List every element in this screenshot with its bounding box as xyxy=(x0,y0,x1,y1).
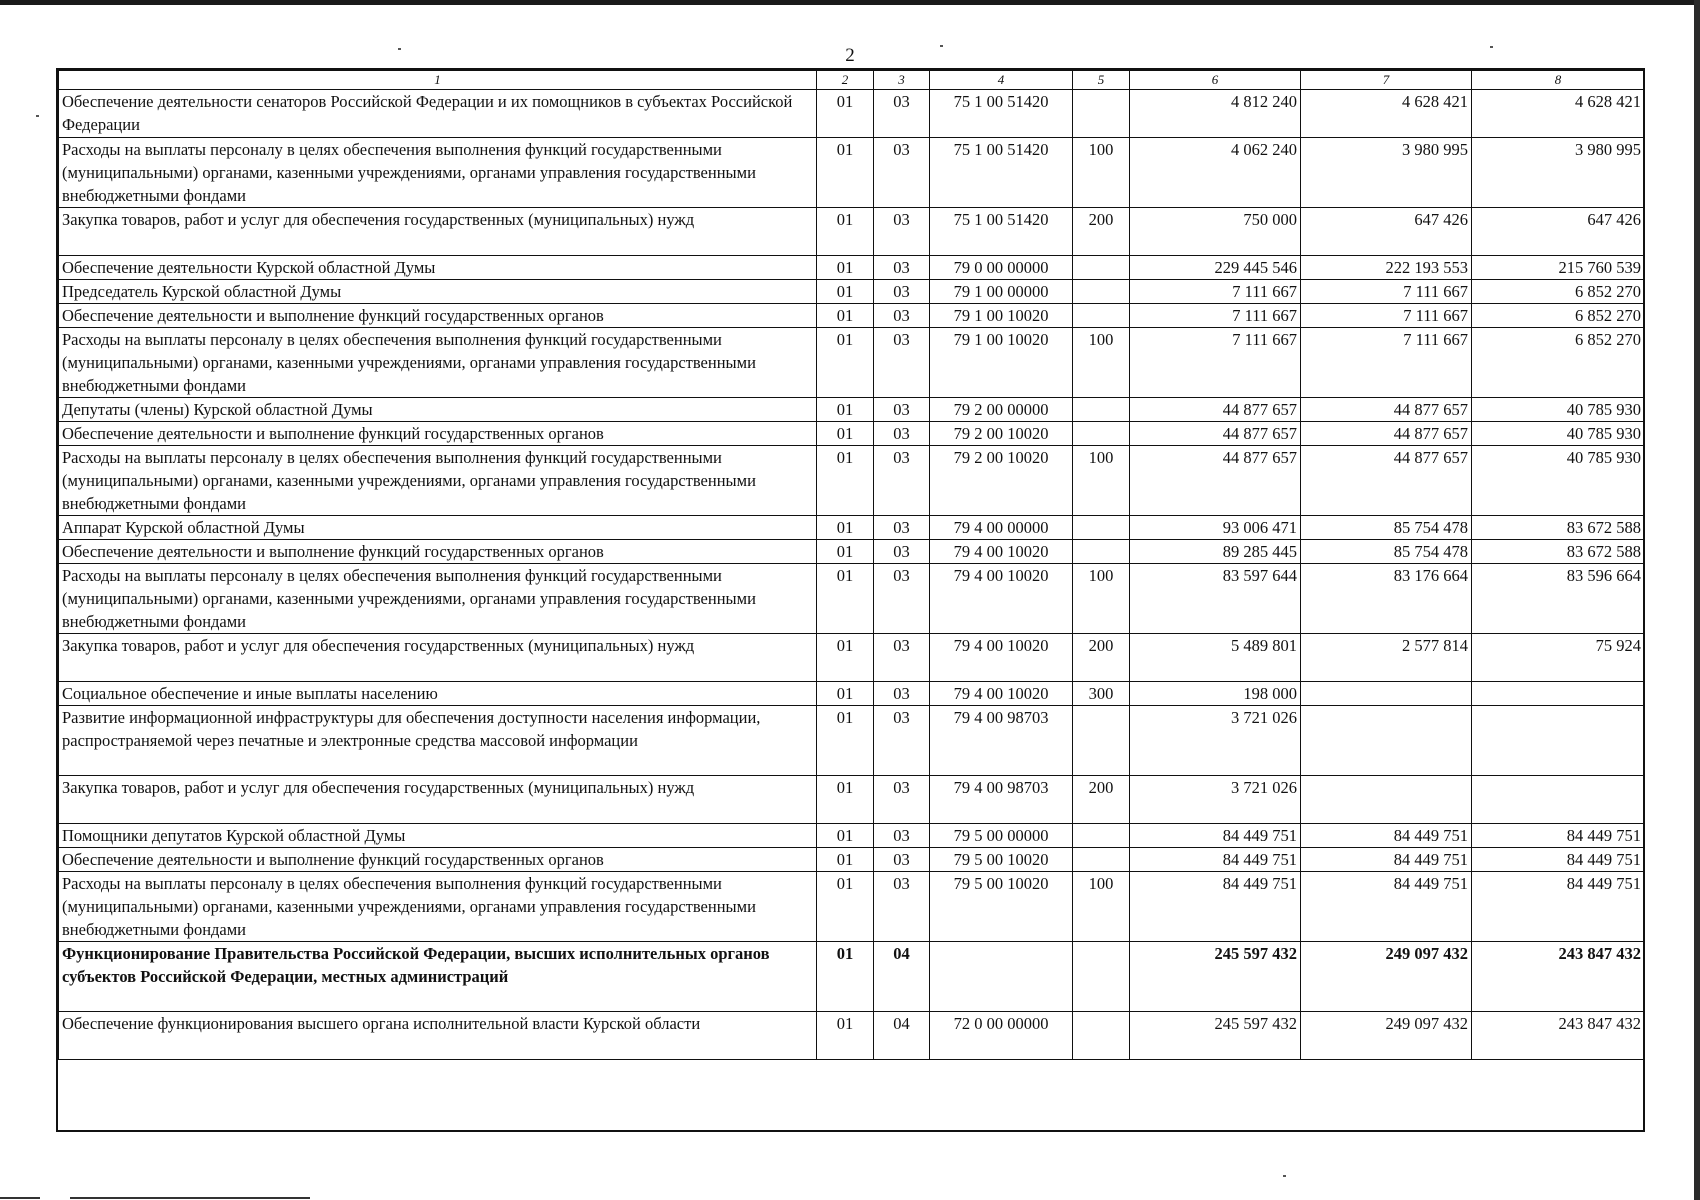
cell-target-article: 75 1 00 51420 xyxy=(930,90,1073,138)
cell-amount-year-3: 83 672 588 xyxy=(1472,516,1645,540)
cell-subsection: 03 xyxy=(874,280,930,304)
cell-name: Закупка товаров, работ и услуг для обеспечения государственных (муниципальных) нужд xyxy=(59,634,817,682)
cell-subsection: 03 xyxy=(874,824,930,848)
cell-amount-year-1: 3 721 026 xyxy=(1130,706,1301,776)
cell-section: 01 xyxy=(817,256,874,280)
table-row xyxy=(59,516,1645,540)
cell-name: Обеспечение деятельности и выполнение функций государственных органов xyxy=(59,422,817,446)
cell-amount-year-3 xyxy=(1472,706,1645,776)
table-row xyxy=(59,942,1645,1012)
cell-subsection: 04 xyxy=(874,942,930,1012)
cell-subsection: 03 xyxy=(874,706,930,776)
table-row xyxy=(59,540,1645,564)
cell-subsection: 03 xyxy=(874,516,930,540)
cell-amount-year-1: 4 812 240 xyxy=(1130,90,1301,138)
cell-target-article: 79 1 00 10020 xyxy=(930,328,1073,398)
cell-amount-year-1: 44 877 657 xyxy=(1130,422,1301,446)
cell-subsection: 03 xyxy=(874,848,930,872)
cell-section: 01 xyxy=(817,848,874,872)
cell-amount-year-1: 84 449 751 xyxy=(1130,872,1301,942)
table-row xyxy=(59,208,1645,256)
table-row xyxy=(59,90,1645,138)
cell-amount-year-3: 215 760 539 xyxy=(1472,256,1645,280)
cell-amount-year-3: 40 785 930 xyxy=(1472,446,1645,516)
cell-amount-year-1: 4 062 240 xyxy=(1130,138,1301,208)
table-row xyxy=(59,824,1645,848)
cell-amount-year-3 xyxy=(1472,682,1645,706)
scan-speck xyxy=(940,45,943,47)
cell-name: Обеспечение деятельности Курской областной Думы xyxy=(59,256,817,280)
cell-section: 01 xyxy=(817,208,874,256)
table-row xyxy=(59,776,1645,824)
cell-amount-year-2: 85 754 478 xyxy=(1301,516,1472,540)
cell-target-article: 72 0 00 00000 xyxy=(930,1012,1073,1060)
cell-subsection: 03 xyxy=(874,540,930,564)
cell-subsection: 03 xyxy=(874,138,930,208)
scan-top-edge xyxy=(0,0,1700,5)
cell-subsection: 03 xyxy=(874,634,930,682)
cell-amount-year-1: 84 449 751 xyxy=(1130,848,1301,872)
cell-expense-type xyxy=(1073,422,1130,446)
cell-section: 01 xyxy=(817,634,874,682)
cell-section: 01 xyxy=(817,138,874,208)
table-row xyxy=(59,564,1645,634)
cell-amount-year-2: 4 628 421 xyxy=(1301,90,1472,138)
cell-amount-year-1: 44 877 657 xyxy=(1130,398,1301,422)
cell-amount-year-3: 4 628 421 xyxy=(1472,90,1645,138)
cell-section: 01 xyxy=(817,90,874,138)
cell-expense-type: 100 xyxy=(1073,446,1130,516)
cell-expense-type: 300 xyxy=(1073,682,1130,706)
cell-expense-type: 100 xyxy=(1073,872,1130,942)
cell-subsection: 03 xyxy=(874,776,930,824)
cell-expense-type xyxy=(1073,280,1130,304)
cell-subsection: 03 xyxy=(874,398,930,422)
cell-amount-year-1: 93 006 471 xyxy=(1130,516,1301,540)
scan-right-edge xyxy=(1694,0,1700,1200)
cell-section: 01 xyxy=(817,422,874,446)
cell-amount-year-1: 7 111 667 xyxy=(1130,328,1301,398)
cell-amount-year-3: 75 924 xyxy=(1472,634,1645,682)
cell-amount-year-2 xyxy=(1301,682,1472,706)
cell-amount-year-2: 7 111 667 xyxy=(1301,328,1472,398)
table-body xyxy=(59,90,1645,1060)
cell-amount-year-3: 84 449 751 xyxy=(1472,872,1645,942)
cell-target-article: 79 1 00 10020 xyxy=(930,304,1073,328)
cell-amount-year-3: 243 847 432 xyxy=(1472,1012,1645,1060)
cell-subsection: 03 xyxy=(874,90,930,138)
cell-amount-year-3: 6 852 270 xyxy=(1472,280,1645,304)
cell-subsection: 03 xyxy=(874,208,930,256)
cell-section: 01 xyxy=(817,776,874,824)
cell-expense-type xyxy=(1073,304,1130,328)
table-row xyxy=(59,398,1645,422)
cell-target-article: 79 5 00 00000 xyxy=(930,824,1073,848)
cell-target-article: 79 2 00 10020 xyxy=(930,446,1073,516)
cell-amount-year-1: 229 445 546 xyxy=(1130,256,1301,280)
footer-rule xyxy=(70,1197,310,1199)
cell-name: Расходы на выплаты персоналу в целях обеспечения выполнения функций государственными (муниципальными) органами, казенными учреждениями, органами управления государственными внебюджетными фондами xyxy=(59,138,817,208)
cell-amount-year-1: 750 000 xyxy=(1130,208,1301,256)
cell-subsection: 03 xyxy=(874,682,930,706)
cell-target-article: 79 4 00 10020 xyxy=(930,540,1073,564)
cell-name: Развитие информационной инфраструктуры для обеспечения доступности населения информации, распространяемой через печатные и электронные средства массовой информации xyxy=(59,706,817,776)
cell-amount-year-3: 6 852 270 xyxy=(1472,328,1645,398)
column-header: 2 xyxy=(817,71,874,90)
cell-target-article: 79 2 00 00000 xyxy=(930,398,1073,422)
cell-target-article: 79 4 00 10020 xyxy=(930,634,1073,682)
cell-name: Расходы на выплаты персоналу в целях обеспечения выполнения функций государственными (муниципальными) органами, казенными учреждениями, органами управления государственными внебюджетными фондами xyxy=(59,564,817,634)
cell-expense-type xyxy=(1073,516,1130,540)
cell-amount-year-2: 3 980 995 xyxy=(1301,138,1472,208)
scan-speck xyxy=(36,115,39,117)
cell-amount-year-3: 40 785 930 xyxy=(1472,398,1645,422)
table-row xyxy=(59,1012,1645,1060)
column-header: 1 xyxy=(59,71,817,90)
cell-target-article: 79 0 00 00000 xyxy=(930,256,1073,280)
cell-amount-year-3: 647 426 xyxy=(1472,208,1645,256)
cell-subsection: 03 xyxy=(874,304,930,328)
column-header: 4 xyxy=(930,71,1073,90)
cell-expense-type xyxy=(1073,256,1130,280)
cell-amount-year-2: 2 577 814 xyxy=(1301,634,1472,682)
cell-name: Председатель Курской областной Думы xyxy=(59,280,817,304)
budget-table xyxy=(58,70,1645,1060)
scan-speck xyxy=(1490,46,1493,48)
cell-expense-type xyxy=(1073,1012,1130,1060)
cell-amount-year-1: 83 597 644 xyxy=(1130,564,1301,634)
cell-subsection: 03 xyxy=(874,564,930,634)
cell-name: Аппарат Курской областной Думы xyxy=(59,516,817,540)
cell-section: 01 xyxy=(817,540,874,564)
table-row xyxy=(59,304,1645,328)
table-row xyxy=(59,328,1645,398)
cell-amount-year-1: 5 489 801 xyxy=(1130,634,1301,682)
column-header: 3 xyxy=(874,71,930,90)
table-row xyxy=(59,446,1645,516)
cell-target-article: 79 5 00 10020 xyxy=(930,848,1073,872)
cell-section: 01 xyxy=(817,280,874,304)
cell-name: Обеспечение деятельности сенаторов Российской Федерации и их помощников в субъектах Российской Федерации xyxy=(59,90,817,138)
cell-expense-type: 100 xyxy=(1073,564,1130,634)
cell-expense-type xyxy=(1073,540,1130,564)
cell-amount-year-2: 249 097 432 xyxy=(1301,1012,1472,1060)
cell-section: 01 xyxy=(817,824,874,848)
cell-target-article xyxy=(930,942,1073,1012)
cell-name: Обеспечение функционирования высшего органа исполнительной власти Курской области xyxy=(59,1012,817,1060)
cell-amount-year-1: 198 000 xyxy=(1130,682,1301,706)
cell-name: Закупка товаров, работ и услуг для обеспечения государственных (муниципальных) нужд xyxy=(59,776,817,824)
cell-expense-type: 200 xyxy=(1073,776,1130,824)
cell-amount-year-2 xyxy=(1301,706,1472,776)
cell-target-article: 75 1 00 51420 xyxy=(930,208,1073,256)
cell-section: 01 xyxy=(817,304,874,328)
cell-section: 01 xyxy=(817,1012,874,1060)
cell-amount-year-2: 7 111 667 xyxy=(1301,304,1472,328)
cell-amount-year-2: 7 111 667 xyxy=(1301,280,1472,304)
scan-speck xyxy=(1283,1175,1286,1177)
cell-section: 01 xyxy=(817,942,874,1012)
table-row xyxy=(59,682,1645,706)
cell-expense-type xyxy=(1073,90,1130,138)
cell-section: 01 xyxy=(817,706,874,776)
cell-name: Помощники депутатов Курской областной Думы xyxy=(59,824,817,848)
cell-amount-year-1: 44 877 657 xyxy=(1130,446,1301,516)
cell-amount-year-2: 647 426 xyxy=(1301,208,1472,256)
cell-target-article: 79 5 00 10020 xyxy=(930,872,1073,942)
cell-name: Депутаты (члены) Курской областной Думы xyxy=(59,398,817,422)
cell-expense-type xyxy=(1073,398,1130,422)
cell-amount-year-2: 44 877 657 xyxy=(1301,422,1472,446)
cell-target-article: 79 4 00 10020 xyxy=(930,682,1073,706)
footer-rule xyxy=(0,1197,40,1199)
cell-amount-year-1: 245 597 432 xyxy=(1130,1012,1301,1060)
table-row xyxy=(59,138,1645,208)
column-header: 7 xyxy=(1301,71,1472,90)
cell-section: 01 xyxy=(817,872,874,942)
table-row xyxy=(59,848,1645,872)
cell-subsection: 03 xyxy=(874,446,930,516)
cell-amount-year-2: 83 176 664 xyxy=(1301,564,1472,634)
cell-section: 01 xyxy=(817,328,874,398)
cell-amount-year-2: 44 877 657 xyxy=(1301,446,1472,516)
cell-expense-type: 200 xyxy=(1073,208,1130,256)
cell-expense-type xyxy=(1073,706,1130,776)
cell-target-article: 79 4 00 98703 xyxy=(930,776,1073,824)
cell-amount-year-1: 89 285 445 xyxy=(1130,540,1301,564)
cell-amount-year-2: 44 877 657 xyxy=(1301,398,1472,422)
table-row xyxy=(59,256,1645,280)
cell-target-article: 79 4 00 00000 xyxy=(930,516,1073,540)
cell-amount-year-1: 7 111 667 xyxy=(1130,304,1301,328)
cell-amount-year-3: 83 672 588 xyxy=(1472,540,1645,564)
cell-section: 01 xyxy=(817,682,874,706)
cell-amount-year-3: 83 596 664 xyxy=(1472,564,1645,634)
cell-target-article: 79 2 00 10020 xyxy=(930,422,1073,446)
cell-amount-year-3: 84 449 751 xyxy=(1472,824,1645,848)
cell-expense-type xyxy=(1073,824,1130,848)
cell-expense-type xyxy=(1073,942,1130,1012)
cell-expense-type xyxy=(1073,848,1130,872)
table-row xyxy=(59,706,1645,776)
column-header: 6 xyxy=(1130,71,1301,90)
cell-subsection: 04 xyxy=(874,1012,930,1060)
cell-section: 01 xyxy=(817,446,874,516)
cell-expense-type: 100 xyxy=(1073,328,1130,398)
cell-section: 01 xyxy=(817,398,874,422)
cell-amount-year-2: 84 449 751 xyxy=(1301,824,1472,848)
table-row xyxy=(59,872,1645,942)
cell-name: Обеспечение деятельности и выполнение функций государственных органов xyxy=(59,540,817,564)
cell-amount-year-3: 6 852 270 xyxy=(1472,304,1645,328)
cell-amount-year-2: 85 754 478 xyxy=(1301,540,1472,564)
table-row xyxy=(59,634,1645,682)
scan-speck xyxy=(398,48,401,50)
cell-name: Закупка товаров, работ и услуг для обеспечения государственных (муниципальных) нужд xyxy=(59,208,817,256)
cell-amount-year-3: 3 980 995 xyxy=(1472,138,1645,208)
cell-name: Расходы на выплаты персоналу в целях обеспечения выполнения функций государственными (муниципальными) органами, казенными учреждениями, органами управления государственными внебюджетными фондами xyxy=(59,446,817,516)
table-row xyxy=(59,280,1645,304)
cell-section: 01 xyxy=(817,564,874,634)
cell-subsection: 03 xyxy=(874,256,930,280)
cell-name: Расходы на выплаты персоналу в целях обеспечения выполнения функций государственными (муниципальными) органами, казенными учреждениями, органами управления государственными внебюджетными фондами xyxy=(59,328,817,398)
table-row xyxy=(59,422,1645,446)
cell-name: Функционирование Правительства Российской Федерации, высших исполнительных органов субъектов Российской Федерации, местных администраций xyxy=(59,942,817,1012)
cell-target-article: 79 4 00 98703 xyxy=(930,706,1073,776)
cell-amount-year-1: 245 597 432 xyxy=(1130,942,1301,1012)
cell-name: Обеспечение деятельности и выполнение функций государственных органов xyxy=(59,304,817,328)
cell-amount-year-2: 84 449 751 xyxy=(1301,848,1472,872)
page-number: 2 xyxy=(845,45,855,66)
cell-amount-year-3: 40 785 930 xyxy=(1472,422,1645,446)
cell-amount-year-1: 84 449 751 xyxy=(1130,824,1301,848)
cell-expense-type: 200 xyxy=(1073,634,1130,682)
cell-subsection: 03 xyxy=(874,872,930,942)
cell-amount-year-2: 222 193 553 xyxy=(1301,256,1472,280)
cell-amount-year-2: 84 449 751 xyxy=(1301,872,1472,942)
column-header: 8 xyxy=(1472,71,1645,90)
table-header-row xyxy=(59,71,1645,90)
cell-expense-type: 100 xyxy=(1073,138,1130,208)
cell-name: Социальное обеспечение и иные выплаты населению xyxy=(59,682,817,706)
cell-target-article: 79 4 00 10020 xyxy=(930,564,1073,634)
cell-subsection: 03 xyxy=(874,422,930,446)
cell-amount-year-2: 249 097 432 xyxy=(1301,942,1472,1012)
cell-name: Расходы на выплаты персоналу в целях обеспечения выполнения функций государственными (муниципальными) органами, казенными учреждениями, органами управления государственными внебюджетными фондами xyxy=(59,872,817,942)
cell-amount-year-3 xyxy=(1472,776,1645,824)
cell-amount-year-3: 243 847 432 xyxy=(1472,942,1645,1012)
cell-amount-year-1: 3 721 026 xyxy=(1130,776,1301,824)
cell-amount-year-2 xyxy=(1301,776,1472,824)
column-header: 5 xyxy=(1073,71,1130,90)
cell-section: 01 xyxy=(817,516,874,540)
cell-name: Обеспечение деятельности и выполнение функций государственных органов xyxy=(59,848,817,872)
cell-target-article: 75 1 00 51420 xyxy=(930,138,1073,208)
cell-amount-year-3: 84 449 751 xyxy=(1472,848,1645,872)
cell-subsection: 03 xyxy=(874,328,930,398)
cell-amount-year-1: 7 111 667 xyxy=(1130,280,1301,304)
cell-target-article: 79 1 00 00000 xyxy=(930,280,1073,304)
